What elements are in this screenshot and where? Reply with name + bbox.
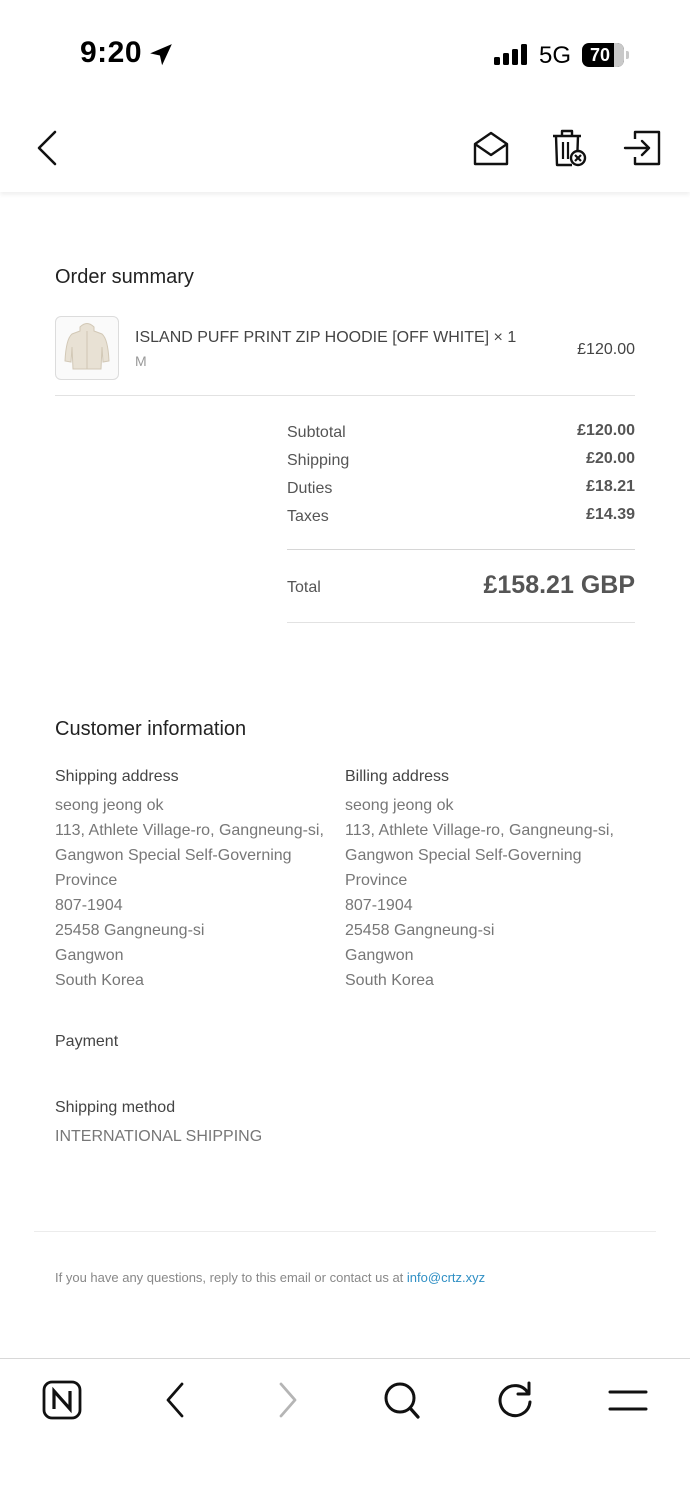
item-price: £120.00 xyxy=(577,341,635,358)
menu-icon[interactable] xyxy=(608,1380,648,1420)
divider xyxy=(34,1231,656,1232)
address-line: 25458 Gangneung-si xyxy=(55,922,205,939)
battery-level: 70 xyxy=(589,45,611,65)
total-value: £158.21 GBP xyxy=(483,571,635,599)
address-line: Gangwon xyxy=(345,947,414,964)
address-line: 113, Athlete Village-ro, Gangneung-si, xyxy=(55,822,324,839)
billing-address xyxy=(345,793,614,993)
shipping-label: Shipping xyxy=(287,452,350,469)
signal-strength-icon xyxy=(494,44,527,65)
duties-label: Duties xyxy=(287,480,333,497)
address-line: 807-1904 xyxy=(55,897,123,914)
order-summary-title: Order summary xyxy=(55,266,194,288)
status-time: 9:20 xyxy=(80,36,143,69)
billing-address-title: Billing address xyxy=(345,768,450,785)
customer-information-title: Customer information xyxy=(55,718,247,740)
product-thumbnail[interactable] xyxy=(55,316,119,380)
battery-icon xyxy=(582,43,624,67)
divider xyxy=(55,395,635,396)
payment-title: Payment xyxy=(55,1033,119,1050)
contact-email-link[interactable]: info@crtz.xyz xyxy=(406,1270,486,1285)
forward-icon[interactable] xyxy=(268,1380,308,1420)
address-line: South Korea xyxy=(345,972,434,989)
search-icon[interactable] xyxy=(381,1380,421,1420)
shipping-value: £20.00 xyxy=(586,450,635,467)
shipping-address xyxy=(55,793,324,993)
chevron-left-icon[interactable] xyxy=(28,128,68,168)
hoodie-image xyxy=(56,317,118,379)
address-line: 807-1904 xyxy=(345,897,413,914)
taxes-value: £14.39 xyxy=(586,506,635,523)
address-line: seong jeong ok xyxy=(345,797,454,814)
move-to-icon[interactable] xyxy=(623,128,663,168)
network-type: 5G xyxy=(539,42,572,69)
divider xyxy=(287,622,635,623)
address-line: Province xyxy=(55,872,118,889)
footer-text: If you have any questions, reply to this email or contact us at xyxy=(55,1270,407,1285)
refresh-icon[interactable] xyxy=(495,1380,535,1420)
naver-logo-icon[interactable] xyxy=(42,1380,82,1420)
shipping-address-title: Shipping address xyxy=(55,768,179,785)
address-line: Province xyxy=(345,872,408,889)
shipping-method-value: INTERNATIONAL SHIPPING xyxy=(55,1128,263,1145)
trash-icon[interactable] xyxy=(548,128,588,168)
address-line: seong jeong ok xyxy=(55,797,164,814)
address-line: 113, Athlete Village-ro, Gangneung-si, xyxy=(345,822,614,839)
browser-bottom-bar xyxy=(0,1358,690,1501)
address-line: 25458 Gangneung-si xyxy=(345,922,495,939)
total-label: Total xyxy=(287,579,321,596)
duties-value: £18.21 xyxy=(586,478,635,495)
divider xyxy=(287,549,635,550)
back-icon[interactable] xyxy=(155,1380,195,1420)
item-variant: M xyxy=(135,353,147,369)
address-line: South Korea xyxy=(55,972,144,989)
address-line: Gangwon Special Self-Governing xyxy=(345,847,582,864)
subtotal-label: Subtotal xyxy=(287,424,346,441)
shipping-method-title: Shipping method xyxy=(55,1099,176,1116)
address-line: Gangwon Special Self-Governing xyxy=(55,847,292,864)
battery-tip xyxy=(626,51,629,59)
item-name: ISLAND PUFF PRINT ZIP HOODIE [OFF WHITE] × 1 xyxy=(135,329,517,346)
taxes-label: Taxes xyxy=(287,508,329,525)
open-envelope-icon[interactable] xyxy=(471,128,511,168)
location-arrow-icon xyxy=(148,42,174,68)
subtotal-value: £120.00 xyxy=(577,422,635,439)
footer-note xyxy=(55,1270,485,1285)
address-line: Gangwon xyxy=(55,947,124,964)
